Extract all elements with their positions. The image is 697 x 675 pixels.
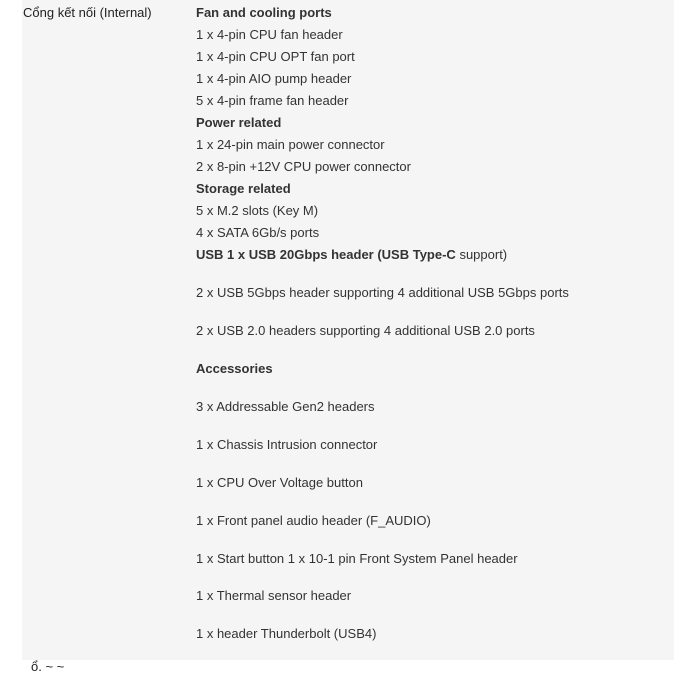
list-item: 1 x 24-pin main power connector	[196, 137, 385, 152]
list-item: 5 x 4-pin frame fan header	[196, 93, 349, 108]
section-heading-fan: Fan and cooling ports	[196, 5, 332, 20]
list-item: 4 x SATA 6Gb/s ports	[196, 225, 320, 240]
list-item: 1 x 4-pin CPU OPT fan port	[196, 49, 355, 64]
section-heading-accessories: Accessories	[196, 361, 273, 376]
section-heading-storage: Storage related	[196, 181, 291, 196]
list-item: 5 x M.2 slots (Key M)	[196, 203, 319, 218]
list-item: 1 x Thermal sensor header	[196, 588, 352, 603]
spec-label: Cổng kết nối (Internal)	[23, 5, 152, 20]
list-item: 2 x 8-pin +12V CPU power connector	[196, 159, 411, 174]
usb-heading-bold: USB 1 x USB 20Gbps header (USB Type-C	[196, 247, 456, 262]
usb-heading-normal: support)	[455, 247, 508, 262]
list-item: 1 x Start button 1 x 10-1 pin Front System Panel header	[196, 551, 518, 566]
list-item: 1 x header Thunderbolt (USB4)	[196, 626, 377, 641]
list-item: 1 x CPU Over Voltage button	[196, 475, 363, 490]
list-item: 1 x Chassis Intrusion connector	[196, 437, 378, 452]
usb-heading-line	[196, 247, 507, 263]
list-item: 3 x Addressable Gen2 headers	[196, 399, 375, 414]
section-heading-power: Power related	[196, 115, 282, 130]
spec-table-row	[22, 0, 674, 660]
list-item: 2 x USB 2.0 headers supporting 4 additional USB 2.0 ports	[196, 323, 535, 338]
list-item: 2 x USB 5Gbps header supporting 4 additional USB 5Gbps ports	[196, 285, 569, 300]
next-row-label: ổ. ~ ~	[31, 659, 65, 674]
list-item: 1 x 4-pin AIO pump header	[196, 71, 352, 86]
list-item: 1 x Front panel audio header (F_AUDIO)	[196, 513, 431, 528]
list-item: 1 x 4-pin CPU fan header	[196, 27, 343, 42]
